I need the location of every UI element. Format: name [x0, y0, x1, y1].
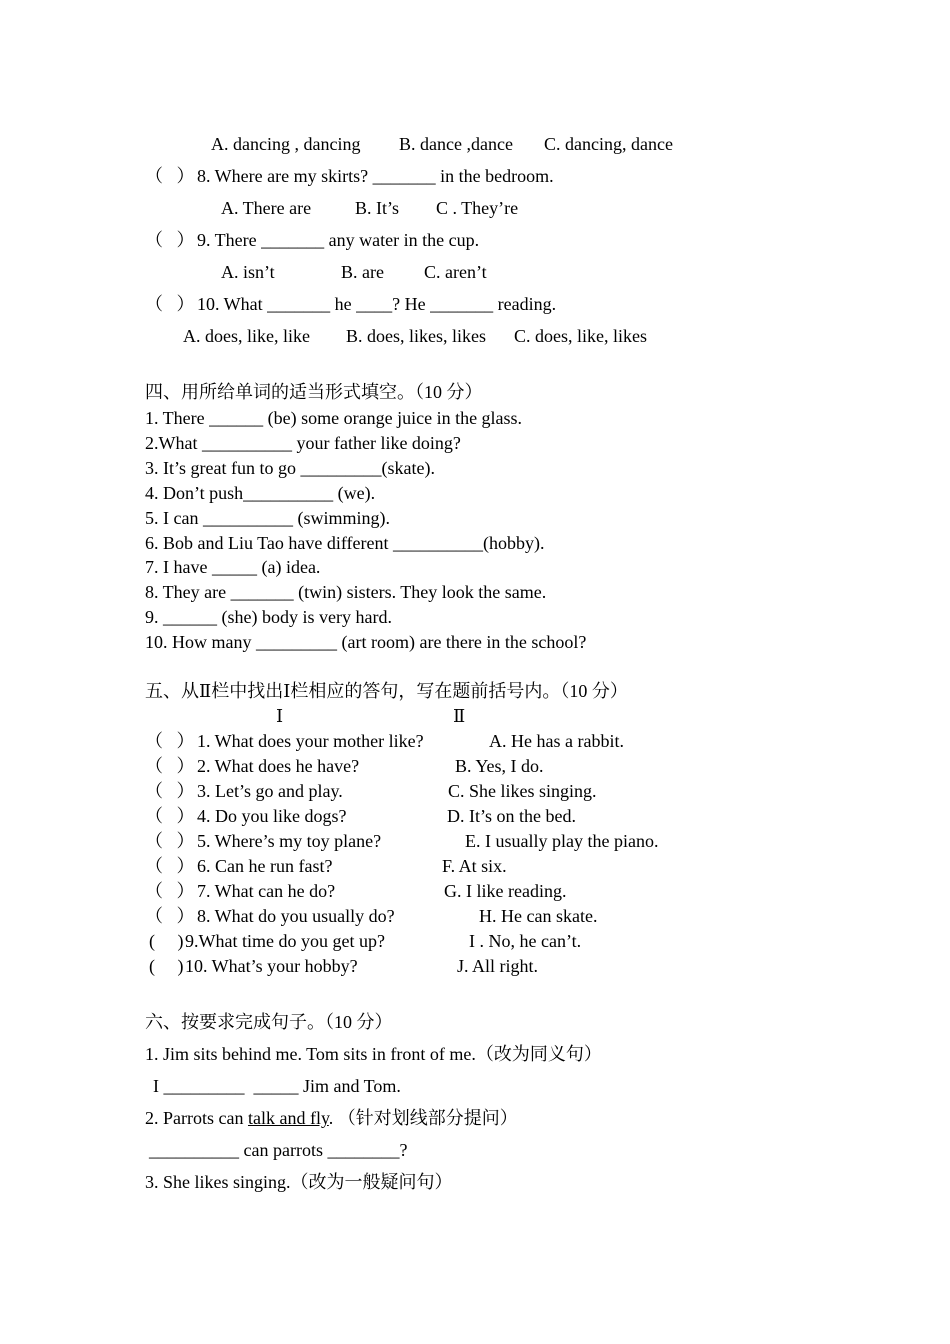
column-2-header: Ⅱ	[453, 706, 466, 726]
part4-item: 8. They are _______ (twin) sisters. They look the same.	[145, 582, 547, 602]
match-question: 2. What does he have?	[197, 756, 360, 776]
match-answer-paren[interactable]: （ ）	[145, 906, 195, 926]
q9-answer-paren[interactable]: （ ）	[145, 230, 195, 250]
match-answer: A. He has a rabbit.	[489, 731, 624, 751]
match-answer-paren[interactable]: （ ）	[145, 856, 195, 876]
match-answer-paren[interactable]: ( )	[149, 931, 184, 951]
match-answer: C. She likes singing.	[448, 781, 597, 801]
match-answer: J. All right.	[457, 956, 539, 976]
q8-option-a: A. There are	[221, 198, 312, 218]
sentence-1: 1. Jim sits behind me. Tom sits in front of me.（改为同义句）	[145, 1044, 602, 1064]
match-answer: I . No, he can’t.	[469, 931, 582, 951]
match-answer: F. At six.	[442, 856, 507, 876]
sentence-3: 3. She likes singing.（改为一般疑问句）	[145, 1172, 453, 1192]
part4-item: 4. Don’t push__________ (we).	[145, 483, 376, 503]
match-question: 1. What does your mother like?	[197, 731, 424, 751]
match-answer-paren[interactable]: ( )	[149, 956, 184, 976]
q8-option-c: C . They’re	[436, 198, 519, 218]
match-answer: D. It’s on the bed.	[447, 806, 576, 826]
q8-answer-paren[interactable]: （ ）	[145, 166, 195, 186]
part4-item: 9. ______ (she) body is very hard.	[145, 607, 392, 627]
match-answer-paren[interactable]: （ ）	[145, 831, 195, 851]
match-answer: E. I usually play the piano.	[465, 831, 659, 851]
sentence-2-answer[interactable]: __________ can parrots ________?	[149, 1140, 408, 1160]
q9-option-c: C. aren’t	[424, 262, 487, 282]
q7-option-a: A. dancing , dancing	[211, 134, 361, 154]
q10-answer-paren[interactable]: （ ）	[145, 294, 195, 314]
column-1-header: Ⅰ	[276, 706, 284, 726]
match-answer: B. Yes, I do.	[455, 756, 544, 776]
sentence-2	[145, 1107, 518, 1129]
q9-question: 9. There _______ any water in the cup.	[197, 230, 480, 250]
part4-item: 10. How many _________ (art room) are there in the school?	[145, 632, 587, 652]
match-question: 9.What time do you get up?	[185, 931, 385, 951]
match-answer-paren[interactable]: （ ）	[145, 881, 195, 901]
match-question: 5. Where’s my toy plane?	[197, 831, 382, 851]
match-answer: G. I like reading.	[444, 881, 567, 901]
part4-item: 3. It’s great fun to go _________(skate).	[145, 458, 435, 478]
underlined-phrase: talk and fly	[247, 1108, 329, 1128]
match-answer: H. He can skate.	[479, 906, 598, 926]
part6-title: 六、按要求完成句子。（10 分）	[145, 1012, 393, 1032]
sentence-2-instruction: . （针对划线部分提问）	[328, 1108, 518, 1128]
sentence-1-answer[interactable]: I _________ _____ Jim and Tom.	[153, 1076, 401, 1096]
q10-option-a: A. does, like, like	[183, 326, 310, 346]
q8-option-b: B. It’s	[355, 198, 400, 218]
part4-item: 6. Bob and Liu Tao have different __________(hobby).	[145, 533, 545, 553]
q9-option-b: B. are	[341, 262, 384, 282]
match-question: 6. Can he run fast?	[197, 856, 333, 876]
part4-item: 2.What __________ your father like doing?	[145, 433, 461, 453]
part5-title: 五、从Ⅱ栏中找出Ⅰ栏相应的答句，写在题前括号内。（10 分）	[145, 681, 628, 701]
match-question: 8. What do you usually do?	[197, 906, 395, 926]
sentence-2-start: 2. Parrots can	[145, 1108, 248, 1128]
part4-item: 5. I can __________ (swimming).	[145, 508, 390, 528]
match-question: 7. What can he do?	[197, 881, 336, 901]
match-answer-paren[interactable]: （ ）	[145, 781, 195, 801]
match-question: 10. What’s your hobby?	[185, 956, 358, 976]
match-answer-paren[interactable]: （ ）	[145, 806, 195, 826]
part4-title: 四、用所给单词的适当形式填空。（10 分）	[145, 382, 483, 402]
match-answer-paren[interactable]: （ ）	[145, 731, 195, 751]
match-answer-paren[interactable]: （ ）	[145, 756, 195, 776]
match-question: 3. Let’s go and play.	[197, 781, 343, 801]
q7-option-c: C. dancing, dance	[544, 134, 673, 154]
q10-option-b: B. does, likes, likes	[346, 326, 486, 346]
q9-option-a: A. isn’t	[221, 262, 275, 282]
q10-question: 10. What _______ he ____? He _______ reading.	[197, 294, 557, 314]
part4-item: 1. There ______ (be) some orange juice in the glass.	[145, 408, 523, 428]
q7-option-b: B. dance ,dance	[399, 134, 513, 154]
part4-item: 7. I have _____ (a) idea.	[145, 557, 321, 577]
q8-question: 8. Where are my skirts? _______ in the bedroom.	[197, 166, 554, 186]
q10-option-c: C. does, like, likes	[514, 326, 647, 346]
match-question: 4. Do you like dogs?	[197, 806, 347, 826]
